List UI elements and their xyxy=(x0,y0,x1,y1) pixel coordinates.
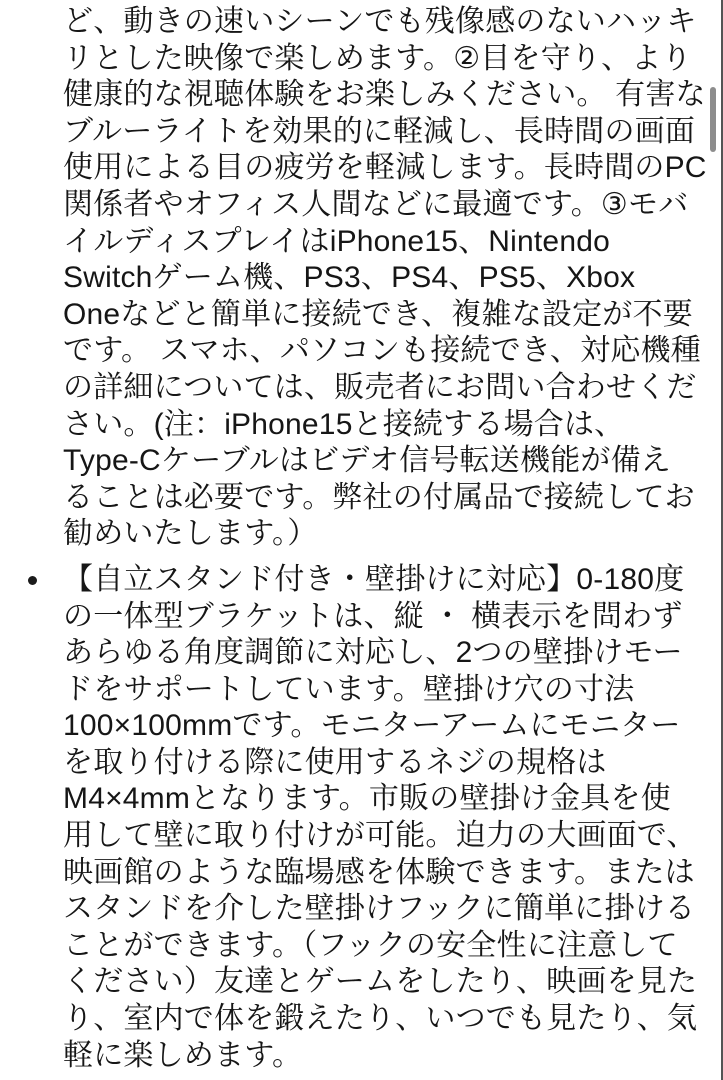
text-line: リとした映像で楽しめます。②目を守り、より xyxy=(63,41,692,75)
text-line: 勧めいたします。） xyxy=(63,517,318,551)
text-line: Oneなどと簡単に接続でき、複雑な設定が不要 xyxy=(63,297,693,331)
text-line: 用して壁に取り付けが可能。迫力の大画面で、 xyxy=(63,819,697,853)
text-line: ください）友達とゲームをしたり、映画を見た xyxy=(63,965,698,999)
text-line: スタンドを介した壁掛けフックに簡単に掛ける xyxy=(63,892,696,926)
description-item xyxy=(0,4,723,553)
text-line: イルディスプレイはiPhone15、Nintendo xyxy=(63,224,610,258)
description-bullet-list xyxy=(0,4,723,1074)
text-line: 【自立スタンド付き・壁掛けに対応】0-180度 xyxy=(63,562,685,596)
text-line: さい。(注：iPhone15と接続する場合は、 xyxy=(63,407,625,441)
text-line: 使用による目の疲労を軽減します。長時間のPC xyxy=(63,151,707,185)
text-line: ドをサポートしています。壁掛け穴の寸法 xyxy=(63,672,635,706)
text-line: M4×4mmとなります。市販の壁掛け金具を使 xyxy=(63,782,671,816)
text-line: を取り付ける際に使用するネジの規格は xyxy=(63,745,607,779)
text-line: ることは必要です。弊社の付属品で接続してお xyxy=(63,480,695,514)
description-item xyxy=(0,562,723,1074)
text-line: Switchゲーム機、PS3、PS4、PS5、Xbox xyxy=(63,261,636,295)
text-line: Type-Cケーブルはビデオ信号転送機能が備え xyxy=(63,444,671,478)
text-line: あらゆる角度調節に対応し、2つの壁掛けモー xyxy=(63,636,683,670)
bullet-dot-icon xyxy=(28,576,37,585)
text-line: 健康的な視聴体験をお楽しみください。 有害な xyxy=(63,78,706,112)
text-line: の一体型ブラケットは、縦 ・ 横表示を問わず xyxy=(63,599,683,633)
text-line: ことができます。（フックの安全性に注意して xyxy=(63,928,678,962)
text-line: 100×100mmです。モニターアームにモニター xyxy=(63,709,681,743)
text-line: の詳細については、販売者にお問い合わせくだ xyxy=(63,370,697,404)
text-line: 映画館のような臨場感を体験できます。または xyxy=(63,855,695,889)
text-line: です。 スマホ、パソコンも接続でき、対応機種 xyxy=(63,334,701,368)
text-line: ど、動きの速いシーンでも残像感のないハッキ xyxy=(63,5,697,38)
text-line: 軽に楽しめます。 xyxy=(63,1038,303,1072)
text-line: り、室内で体を鍛えたり、いつでも見たり、気 xyxy=(63,1002,698,1036)
text-line: ブルーライトを効果的に軽減し、長時間の画面 xyxy=(63,114,696,148)
text-line: 関係者やオフィス人間などに最適です。③モバ xyxy=(63,187,689,221)
scrollbar-thumb[interactable] xyxy=(710,87,716,152)
